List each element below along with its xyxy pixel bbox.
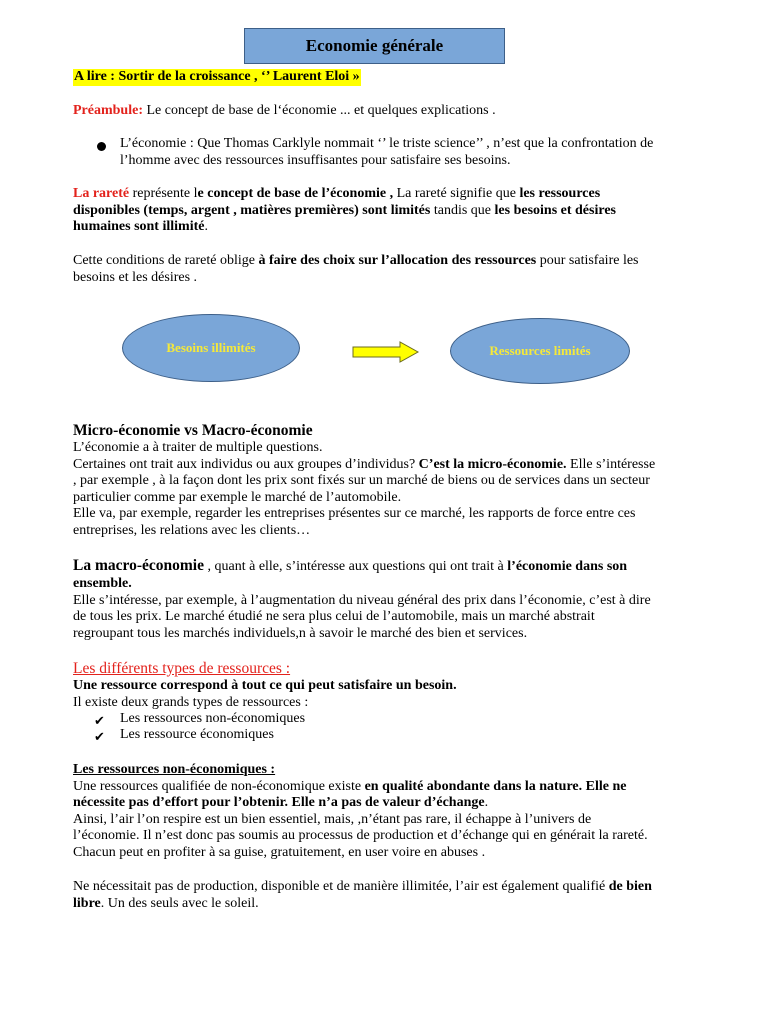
text-run: Une ressources qualifiée de non-économique existe bbox=[73, 778, 365, 794]
bien-libre-paragraph bbox=[73, 879, 723, 912]
text-run: disponibles (temps, argent , matières premières) sont limités bbox=[73, 202, 431, 218]
rarete-label: La rareté bbox=[73, 186, 130, 201]
text-run: . bbox=[204, 219, 208, 235]
text-run: . bbox=[484, 795, 489, 811]
besoins-ellipse bbox=[122, 314, 300, 382]
non-economiques-section bbox=[73, 762, 723, 862]
text-line: Elle s’intéresse, par exemple, à l’augmentation du niveau général des prix dans l’économie, c’est à dire bbox=[73, 592, 651, 608]
text-run: les besoins et désires bbox=[494, 202, 616, 218]
text-run: pour satisfaire les bbox=[536, 253, 639, 268]
text-run: l’économie dans son bbox=[507, 559, 628, 574]
text-line: regroupant tous les marchés individuels,n à savoir le marché des bien et services. bbox=[73, 625, 528, 641]
text-run: les ressources bbox=[519, 186, 601, 201]
macro-heading: La macro-économie bbox=[73, 557, 204, 574]
text-run: tandis que bbox=[430, 202, 495, 218]
text-line: entreprises, les relations avec les clients… bbox=[73, 522, 311, 538]
text-run: , quant à elle, s’intéresse aux questions qui ont trait à bbox=[204, 559, 508, 574]
ressources-ellipse bbox=[450, 318, 630, 384]
list-item: Les ressource économiques bbox=[120, 727, 274, 742]
text-line: L’économie a à traiter de multiple questions. bbox=[73, 440, 323, 455]
text-run: ensemble. bbox=[73, 576, 132, 591]
reading-note: A lire : Sortir de la croissance , ‘’ Laurent Eloi » bbox=[74, 69, 360, 84]
bullet-line: L’économie : Que Thomas Carklyle nommait ‘’ le triste science’’ , n’est que la confrontation de bbox=[120, 136, 654, 151]
text-line: , par exemple , à la façon dont les prix sont fixés sur un marché de biens ou de services dans un secteur bbox=[73, 473, 650, 489]
text-run: Certaines ont trait aux individus ou aux groupes d’individus? bbox=[73, 456, 419, 472]
text-run: à faire des choix sur l’allocation des ressources bbox=[258, 253, 537, 268]
macro-section bbox=[73, 556, 723, 642]
text-run: représente l bbox=[129, 186, 198, 201]
micro-section bbox=[73, 422, 723, 540]
besoins-label: Besoins illimités bbox=[166, 339, 256, 355]
text-run: besoins et les désires . bbox=[73, 269, 198, 285]
list-item: Les ressources non-économiques bbox=[120, 711, 306, 726]
text-run: Elle s’intéresse bbox=[566, 456, 656, 472]
checkmark-icon: ✔ bbox=[94, 713, 105, 728]
bullet-dot-icon bbox=[97, 142, 106, 151]
text-line: Chacun peut en profiter à sa guise, gratuitement, en user voire en abuses . bbox=[73, 844, 486, 860]
text-run: de bien bbox=[608, 879, 652, 894]
types-section bbox=[73, 659, 723, 711]
preambule-label: Préambule: bbox=[73, 103, 143, 118]
text-run: C’est la micro-économie. bbox=[418, 456, 567, 472]
conditions-paragraph bbox=[73, 253, 723, 286]
text-run: Ne nécessitait pas de production, disponible et de manière illimitée, l’air est également qualifié bbox=[73, 879, 609, 894]
bullet-item bbox=[120, 136, 730, 169]
checkmark-icon: ✔ bbox=[94, 729, 105, 744]
types-heading: Les différents types de ressources : bbox=[73, 660, 291, 677]
text-run: humaines sont illimité bbox=[73, 219, 205, 235]
text-line: Il existe deux grands types de ressources : bbox=[73, 694, 309, 710]
text-line: Elle va, par exemple, regarder les entreprises présentes sur ce marché, les rapports de force entre ces bbox=[73, 506, 636, 522]
text-line: Ainsi, l’air l’on respire est un bien essentiel, mais, ,n’étant pas rare, il échappe à l’univers de bbox=[73, 811, 592, 827]
text-run: . Un des seuls avec le soleil. bbox=[100, 895, 259, 911]
non-eco-heading: Les ressources non-économiques : bbox=[73, 762, 276, 777]
text-run: La rareté signifie que bbox=[393, 186, 520, 201]
page-title: Economie générale bbox=[244, 28, 505, 64]
text-line: particulier comme par exemple le marché de l’automobile. bbox=[73, 489, 402, 505]
text-line: l’économie. Il n’est donc pas soumis au processus de production et d’échange qui en générait la rareté. bbox=[73, 828, 648, 844]
ressources-label: Ressources limités bbox=[489, 342, 591, 358]
bullet-line: l’homme avec des ressources insuffisantes pour satisfaire ses besoins. bbox=[120, 152, 511, 168]
text-run: en qualité abondante dans la nature. Elle ne bbox=[364, 778, 627, 794]
text-run: nécessite pas d’effort pour l’obtenir. Elle n’a pas de valeur d’échange bbox=[73, 795, 485, 811]
rarete-paragraph bbox=[73, 186, 723, 236]
text-run: libre bbox=[73, 895, 101, 911]
right-arrow-icon bbox=[352, 341, 420, 363]
text-run: Une ressource correspond à tout ce qui peut satisfaire un besoin. bbox=[73, 678, 457, 693]
text-run: Cette conditions de rareté oblige bbox=[73, 253, 259, 268]
micro-heading: Micro-économie vs Macro-économie bbox=[73, 422, 313, 439]
text-run: e concept de base de l’économie , bbox=[197, 186, 394, 201]
text-line: de tous les prix. Le marché étudié ne sera plus celui de l’automobile, mais un marché abstrait bbox=[73, 609, 595, 625]
preambule-text: Le concept de base de l‘économie ... et quelques explications . bbox=[142, 103, 496, 118]
preambule-paragraph bbox=[73, 103, 723, 120]
